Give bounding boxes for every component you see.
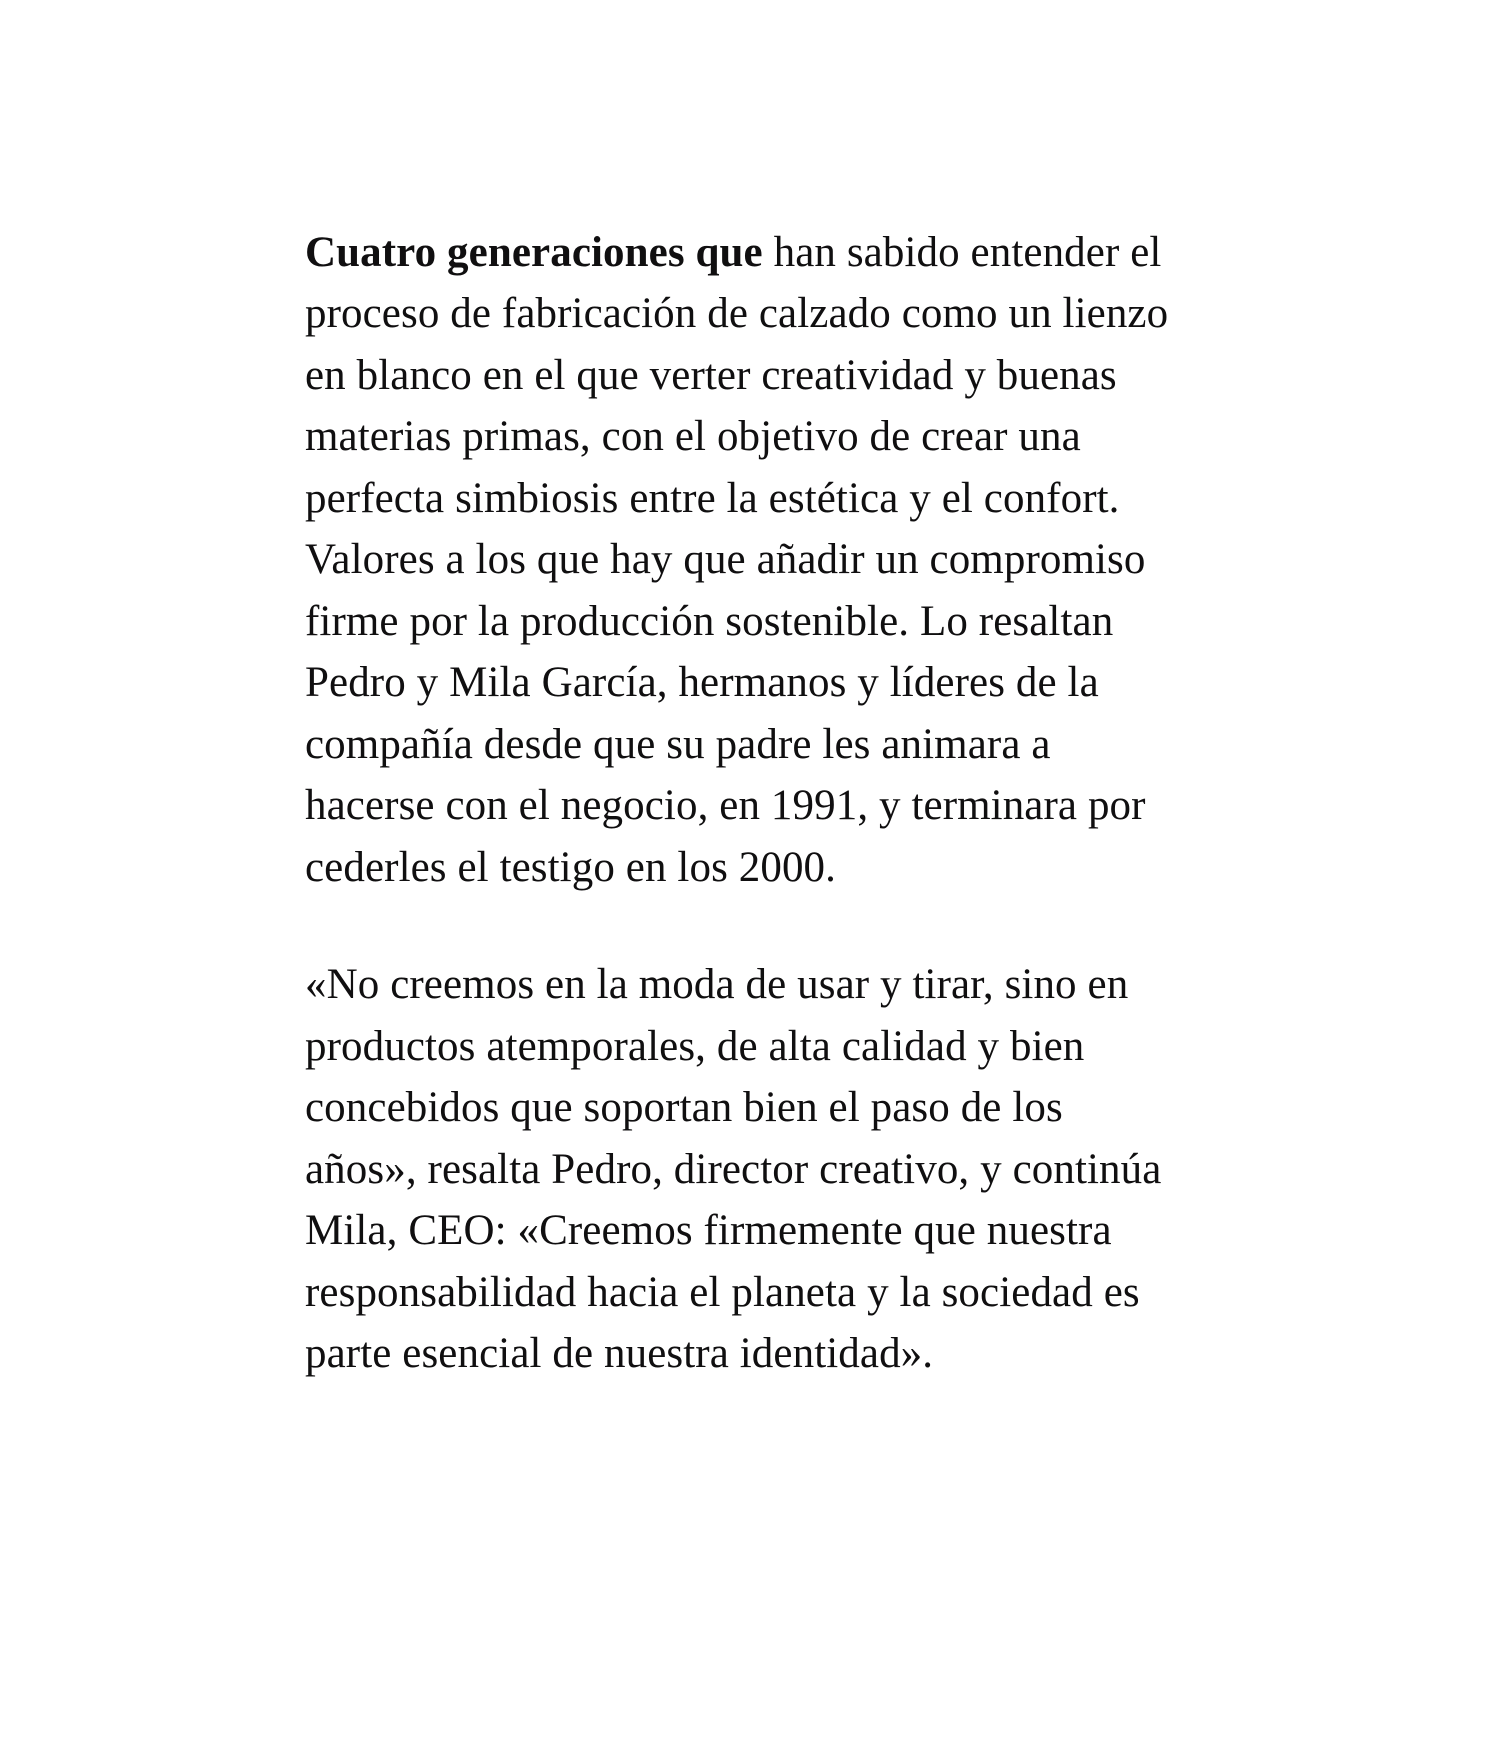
paragraph-2: «No creemos en la moda de usar y tirar, sino en productos atemporales, de alta calidad y bien concebidos que soportan bien el paso de los años», resalta Pedro, director creativo, y continúa Mila, CEO: «Creemos firmemente que nuestra responsabilidad hacia el planeta y la sociedad es parte esencial de nuestra identidad». [305, 961, 1162, 1378]
paragraph-1-text: han sabido entender el proceso de fabricación de calzado como un lienzo en blanco en el que verter creatividad y buenas materias primas, con el objetivo de crear una perfecta simbiosis entre la estética y el confort. Valores a los que hay que añadir un compromiso firme por la producción sostenible. Lo resaltan Pedro y Mila García, hermanos y líderes de la compañía desde que su padre les animara a hacerse con el negocio, en 1991, y terminara por cederles el testigo en los 2000. [305, 229, 1169, 891]
paragraph-1-lead-in: Cuatro generaciones que [305, 229, 763, 276]
paragraph-1 [305, 222, 1185, 898]
article-body [305, 222, 1185, 1385]
